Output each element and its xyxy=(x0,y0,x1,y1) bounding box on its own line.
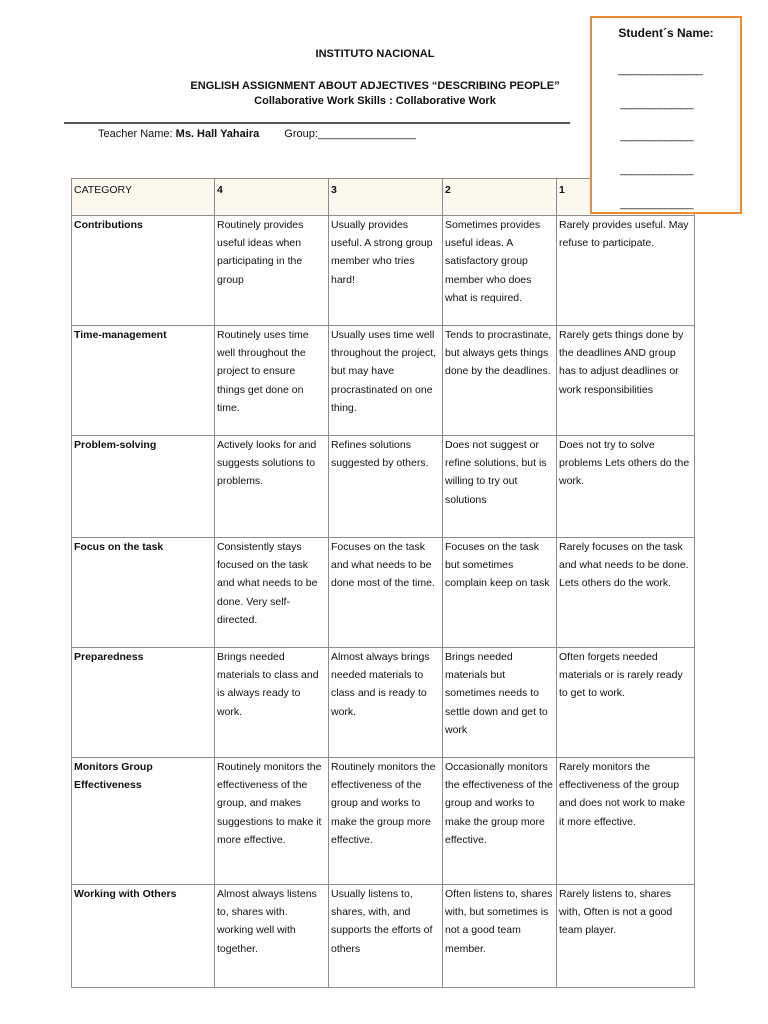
score-1-cell: Rarely focuses on the task and what needs to be done. Lets others do the work. xyxy=(557,538,695,648)
teacher-line xyxy=(98,128,416,140)
table-row-working-with-others xyxy=(72,885,695,988)
score-4-cell: Brings needed materials to class and is always ready to work. xyxy=(215,648,329,758)
student-name-box xyxy=(590,16,742,214)
column-header-1: 1 xyxy=(557,179,695,216)
score-3-cell: Usually uses time well throughout the project, but may have procrastinated on one thing. xyxy=(329,326,443,436)
score-3-cell: Almost always brings needed materials to class and is ready to work. xyxy=(329,648,443,758)
column-header-3: 3 xyxy=(329,179,443,216)
table-row-problem-solving xyxy=(72,436,695,538)
table-row-preparedness xyxy=(72,648,695,758)
column-header-2: 2 xyxy=(443,179,557,216)
rubric-table xyxy=(71,178,695,988)
score-1-cell: Rarely monitors the effectiveness of the group and does not work to make it more effective. xyxy=(557,758,695,885)
score-4-cell: Routinely uses time well throughout the project to ensure things get done on time. xyxy=(215,326,329,436)
score-2-cell: Tends to procrastinate, but always gets things done by the deadlines. xyxy=(443,326,557,436)
score-3-cell: Usually provides useful. A strong group member who tries hard! xyxy=(329,216,443,326)
table-row-time-management xyxy=(72,326,695,436)
score-1-cell: Rarely listens to, shares with, Often is not a good team player. xyxy=(557,885,695,988)
category-cell: Preparedness xyxy=(72,648,215,758)
category-cell: Time-management xyxy=(72,326,215,436)
school-name: INSTITUTO NACIONAL xyxy=(315,48,435,60)
table-row-contributions xyxy=(72,216,695,326)
score-3-cell: Refines solutions suggested by others. xyxy=(329,436,443,538)
score-3-cell: Focuses on the task and what needs to be done most of the time. xyxy=(329,538,443,648)
student-name-line-3[interactable]: _____________ xyxy=(620,130,694,142)
column-header-4: 4 xyxy=(215,179,329,216)
category-cell: Working with Others xyxy=(72,885,215,988)
category-cell: Monitors Group Effectiveness xyxy=(72,758,215,885)
column-header-category: CATEGORY xyxy=(72,179,215,216)
score-3-cell: Usually listens to, shares, with, and supports the efforts of others xyxy=(329,885,443,988)
student-name-line-4[interactable]: _____________ xyxy=(620,164,694,176)
table-row-focus-on-task xyxy=(72,538,695,648)
student-name-line-2[interactable]: _____________ xyxy=(620,98,694,110)
score-1-cell: Does not try to solve problems Lets others do the work. xyxy=(557,436,695,538)
score-3-cell: Routinely monitors the effectiveness of the group and works to make the group more effective. xyxy=(329,758,443,885)
student-name-line-1[interactable]: _______________ xyxy=(618,64,703,76)
assignment-title: ENGLISH ASSIGNMENT ABOUT ADJECTIVES “DESCRIBING PEOPLE” xyxy=(190,80,560,92)
assignment-subtitle: Collaborative Work Skills : Collaborative Work xyxy=(254,95,496,107)
teacher-name: Ms. Hall Yahaira xyxy=(175,128,260,140)
score-2-cell: Often listens to, shares with, but sometimes is not a good team member. xyxy=(443,885,557,988)
student-name-line-5[interactable]: _____________ xyxy=(620,198,694,210)
score-2-cell: Does not suggest or refine solutions, but is willing to try out solutions xyxy=(443,436,557,538)
score-4-cell: Actively looks for and suggests solutions to problems. xyxy=(215,436,329,538)
score-2-cell: Occasionally monitors the effectiveness of the group and works to make the group more effective. xyxy=(443,758,557,885)
score-2-cell: Brings needed materials but sometimes needs to settle down and get to work xyxy=(443,648,557,758)
score-4-cell: Routinely monitors the effectiveness of the group, and makes suggestions to make it more effective. xyxy=(215,758,329,885)
score-2-cell: Sometimes provides useful ideas. A satisfactory group member who does what is required. xyxy=(443,216,557,326)
score-2-cell: Focuses on the task but sometimes complain keep on task xyxy=(443,538,557,648)
teacher-label: Teacher Name: xyxy=(98,128,173,140)
group-field[interactable]: Group:________________ xyxy=(284,128,416,140)
header-divider xyxy=(64,122,570,124)
score-4-cell: Almost always listens to, shares with. working well with together. xyxy=(215,885,329,988)
category-cell: Contributions xyxy=(72,216,215,326)
score-1-cell: Rarely provides useful. May refuse to participate. xyxy=(557,216,695,326)
category-cell: Focus on the task xyxy=(72,538,215,648)
table-row-monitors-group-effectiveness xyxy=(72,758,695,885)
score-1-cell: Often forgets needed materials or is rarely ready to get to work. xyxy=(557,648,695,758)
student-name-title: Student´s Name: xyxy=(618,26,714,40)
score-4-cell: Routinely provides useful ideas when participating in the group xyxy=(215,216,329,326)
score-4-cell: Consistently stays focused on the task and what needs to be done. Very self-directed. xyxy=(215,538,329,648)
score-1-cell: Rarely gets things done by the deadlines AND group has to adjust deadlines or work responsibilities xyxy=(557,326,695,436)
category-cell: Problem-solving xyxy=(72,436,215,538)
